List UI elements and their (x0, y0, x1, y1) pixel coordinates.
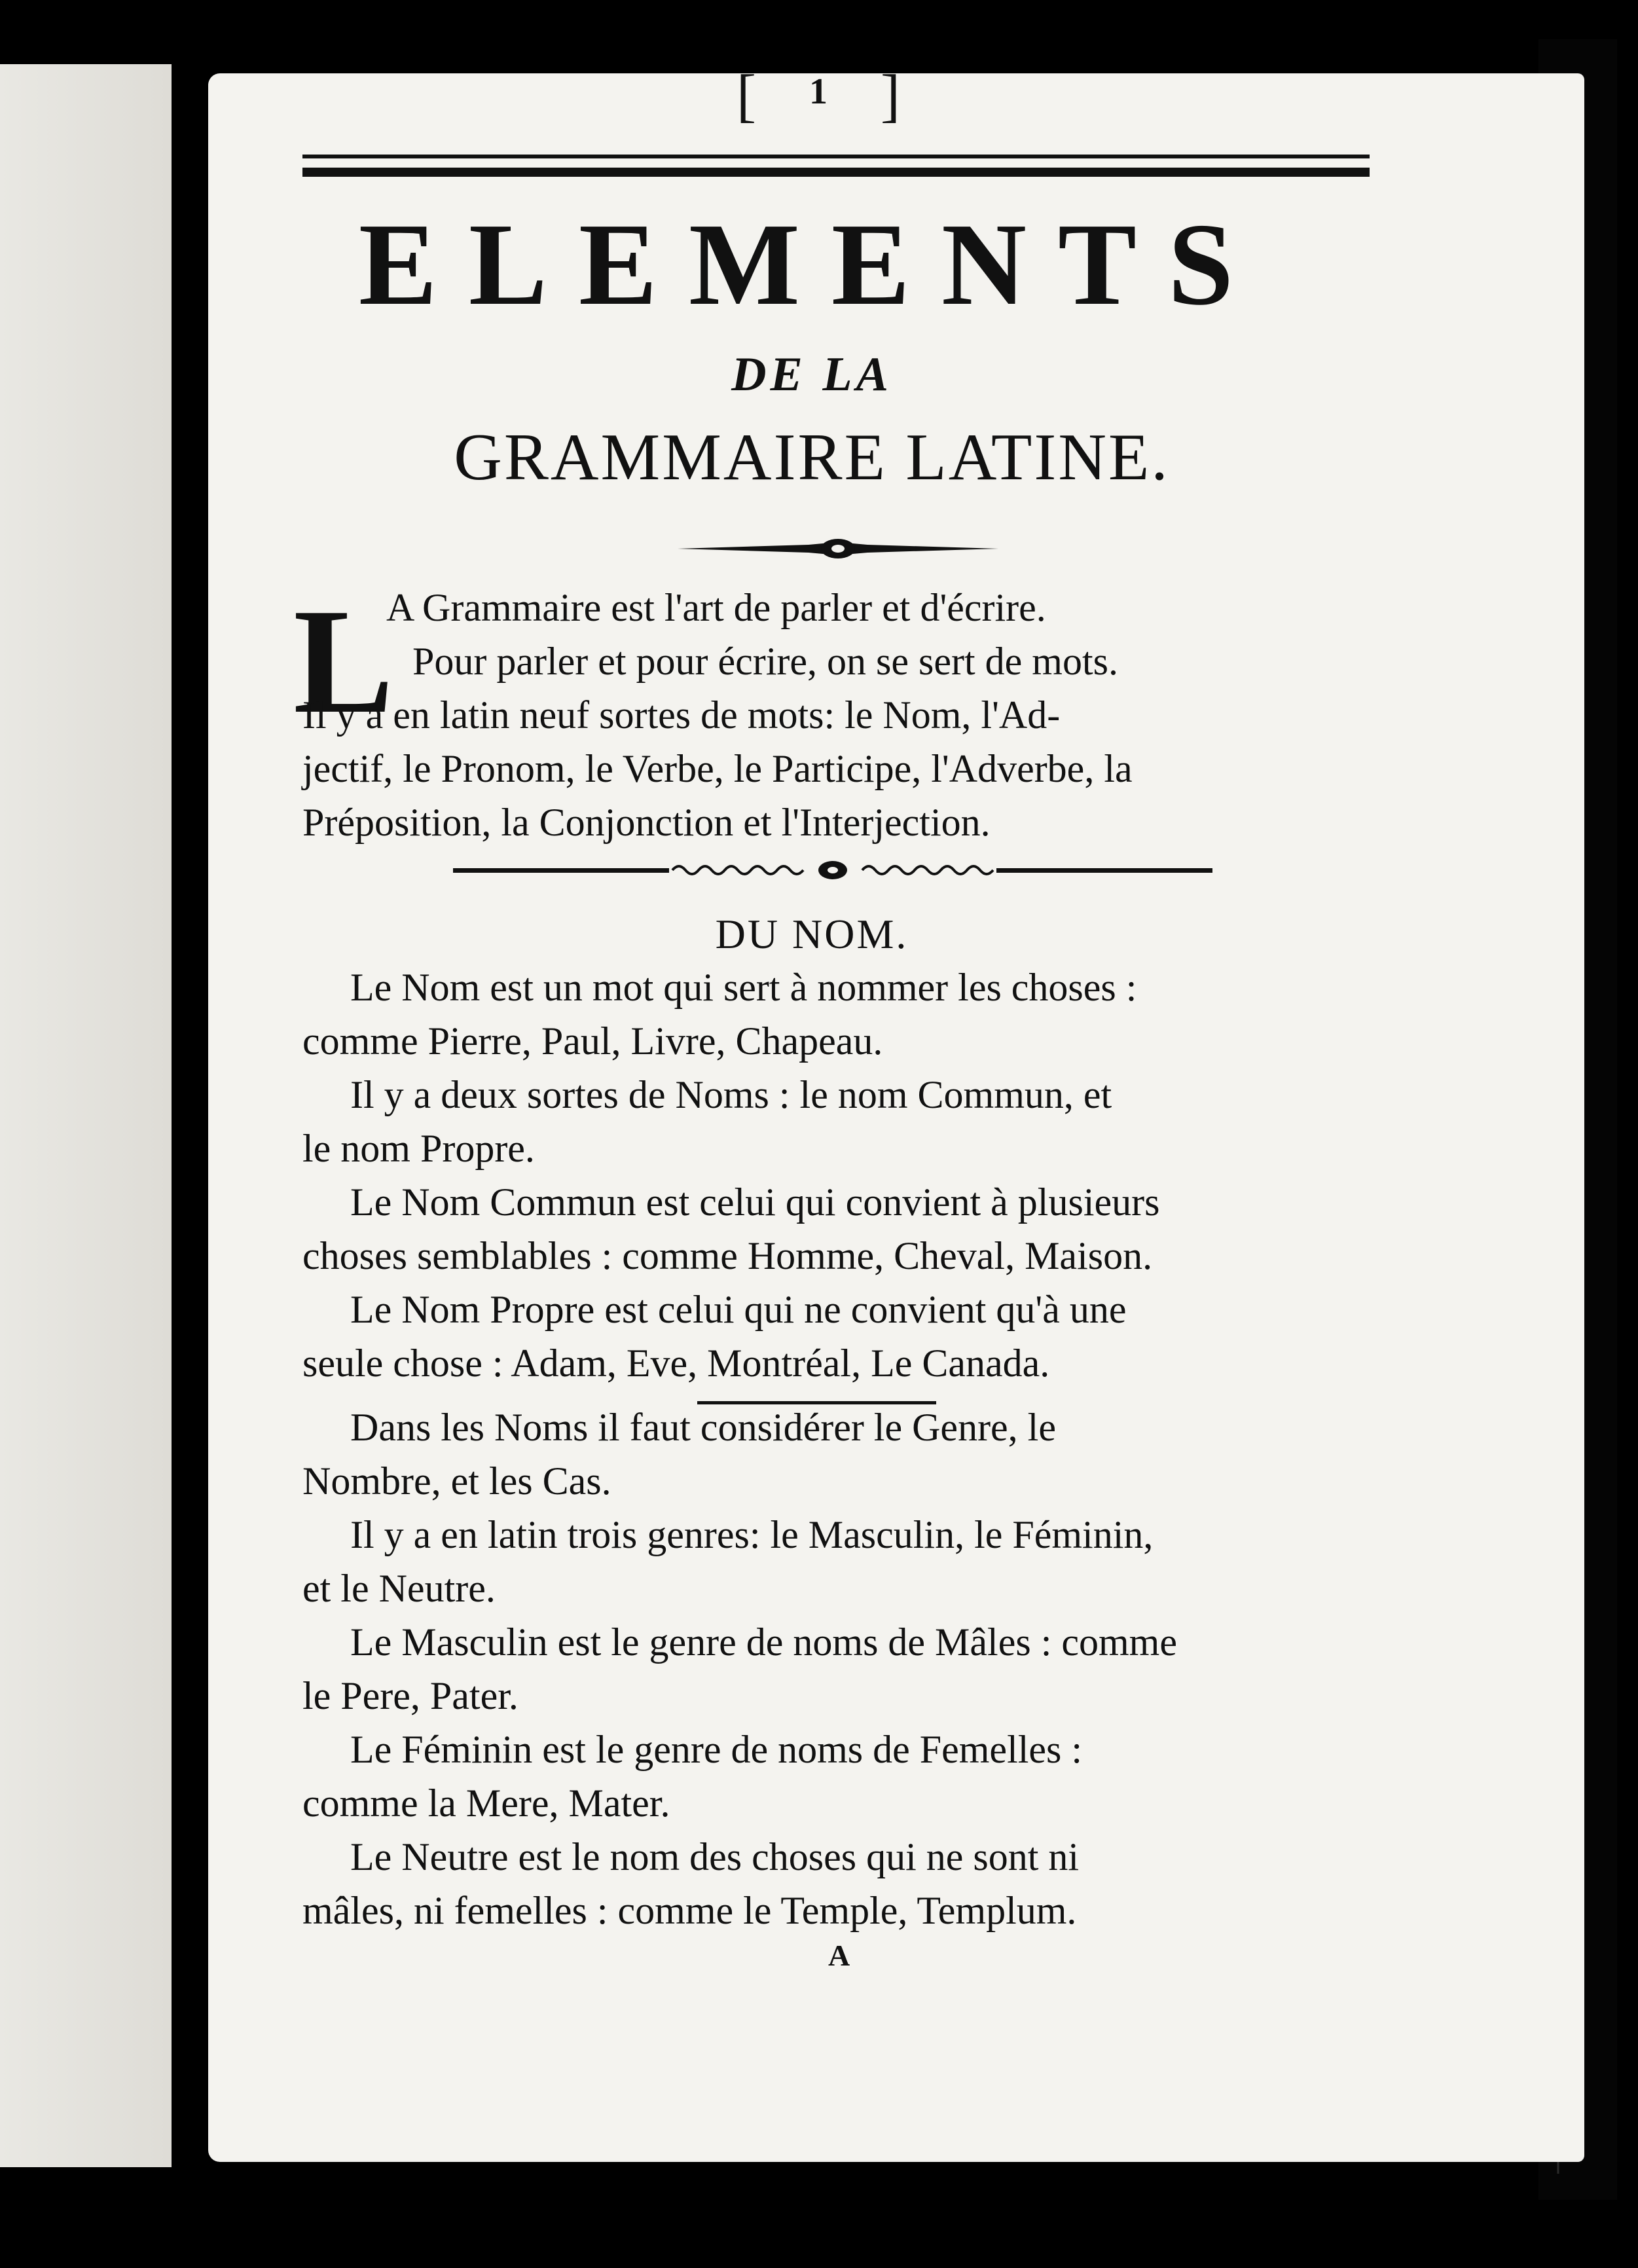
body-line: Le Féminin est le genre de noms de Femelles : (350, 1728, 1083, 1771)
body-line: mâles, ni femelles : comme le Temple, Templum. (302, 1889, 1077, 1932)
title-de-la: DE LA (731, 348, 892, 401)
signature-mark: A (828, 1939, 850, 1972)
intro-line: Préposition, la Conjonction et l'Interjection. (302, 801, 991, 844)
body-line: Nombre, et les Cas. (302, 1459, 611, 1503)
body-line: Le Nom Propre est celui qui ne convient qu'à une (350, 1288, 1127, 1331)
intro-line: Il y a en latin neuf sortes de mots: le Nom, l'Ad- (302, 693, 1061, 737)
header-rule-thin (302, 155, 1370, 158)
body-line: comme la Mere, Mater. (302, 1782, 670, 1825)
body-line: Le Nom est un mot qui sert à nommer les choses : (350, 966, 1137, 1009)
page-number: 1 (809, 71, 828, 112)
title-main: ELEMENTS (358, 199, 1265, 329)
body-line: Il y a deux sortes de Noms : le nom Commun, et (350, 1073, 1112, 1116)
body-line: Il y a en latin trois genres: le Masculin, le Féminin, (350, 1513, 1154, 1556)
body-line: seule chose : Adam, Eve, Montréal, Le Canada. (302, 1342, 1050, 1385)
intro-line: jectif, le Pronom, le Verbe, le Participe, l'Adverbe, la (302, 747, 1133, 790)
page-number-bracket-left: [ (737, 64, 756, 128)
body-line: Le Nom Commun est celui qui convient à plusieurs (350, 1180, 1160, 1224)
section-heading: DU NOM. (715, 911, 909, 957)
body-line: comme Pierre, Paul, Livre, Chapeau. (302, 1019, 883, 1063)
intro-line: A Grammaire est l'art de parler et d'écrire. (386, 586, 1046, 629)
body-line: choses semblables : comme Homme, Cheval, Maison. (302, 1234, 1153, 1277)
body-line: et le Neutre. (302, 1567, 496, 1610)
body-line: le Pere, Pater. (302, 1674, 519, 1717)
body-line: Le Masculin est le genre de noms de Mâles : comme (350, 1620, 1177, 1664)
title-ornament (678, 536, 998, 562)
drop-cap: L (293, 577, 394, 744)
title-subtitle: GRAMMAIRE LATINE. (454, 420, 1170, 494)
body-line: Le Neutre est le nom des choses qui ne sont ni (350, 1835, 1080, 1878)
body-line: le nom Propre. (302, 1127, 535, 1170)
page-number-bracket-right: ] (881, 64, 900, 128)
left-page-edge (0, 64, 172, 2167)
intro-line: Pour parler et pour écrire, on se sert de mots. (412, 640, 1118, 683)
short-divider (697, 1401, 936, 1404)
section-ornament (453, 859, 1212, 881)
header-rule-thick (302, 168, 1370, 177)
body-line: Dans les Noms il faut considérer le Genre, le (350, 1406, 1056, 1449)
